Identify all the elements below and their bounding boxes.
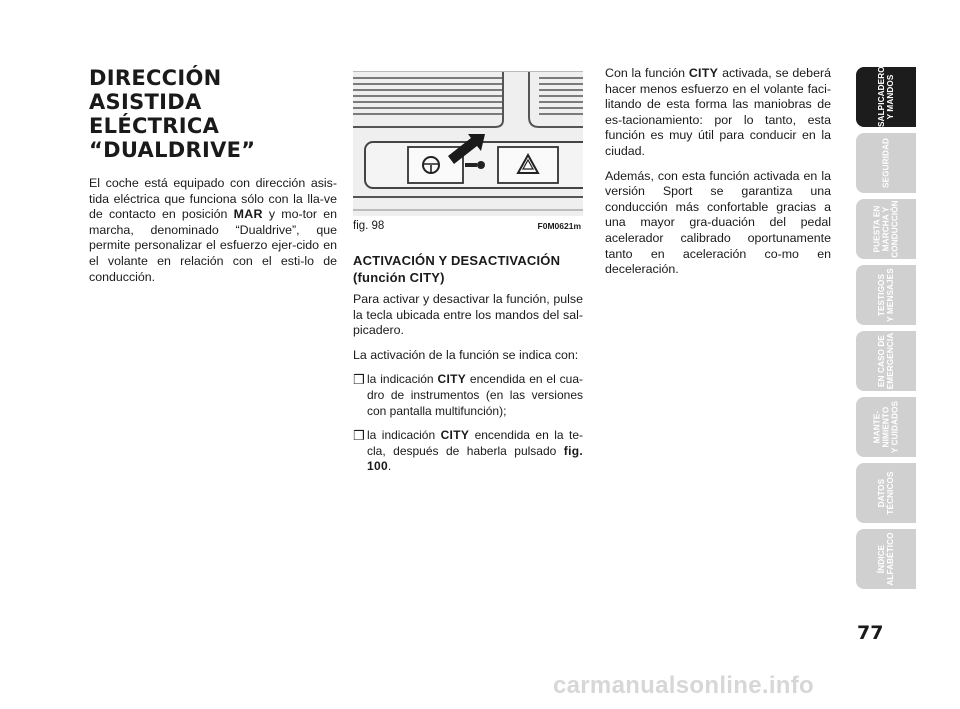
watermark: carmanualsonline.info — [553, 672, 815, 699]
tab-datos-tecnicos[interactable]: DATOS TÉCNICOS — [856, 463, 916, 523]
tab-testigos[interactable]: TESTIGOS Y MENSAJES — [856, 265, 916, 325]
left-column — [89, 66, 337, 294]
checkbox-bullet-icon: ❒ — [353, 372, 365, 388]
tab-mantenimiento[interactable]: MANTE- NIMIENTO Y CUIDADOS — [856, 397, 916, 457]
tab-puesta-en-marcha[interactable]: PUESTA EN MARCHA Y CONDUCCIÓN — [856, 199, 916, 259]
chapter-tabs — [856, 67, 916, 595]
tab-emergencia[interactable]: EN CASO DE EMERGENCIA — [856, 331, 916, 391]
indication-paragraph: La activación de la función se indica con: — [353, 347, 579, 362]
list-item: ❒ la indicación CITY encendida en la te-cla, después de haberla pulsado fig. 100. — [353, 428, 583, 474]
checkbox-bullet-icon: ❒ — [353, 428, 365, 444]
air-vent-right — [529, 72, 583, 127]
middle-column — [353, 252, 583, 484]
right-column — [605, 66, 831, 287]
dashboard-illustration — [353, 71, 583, 216]
city-function-paragraph: Con la función CITY activada, se deberá hacer menos esfuerzo en el volante faci-litando de esta forma las maniobras de es-tacionamiento: por lo tanto, esta función es muy útil para conducir en la ciudad. — [605, 66, 831, 158]
activation-heading: ACTIVACIÓN Y DESACTIVACIÓN (función CITY) — [353, 253, 561, 285]
list-item: ❒ la indicación CITY encendida en el cua-dro de instrumentos (en las versiones con pantalla multifunción); — [353, 372, 583, 418]
page-number: 77 — [857, 622, 884, 644]
sport-version-paragraph: Además, con esta función activada en la versión Sport se garantiza una conducción más confortable gracias a una mayor gra-duación del pedal acelerador calibrado oportunamente tanto en aceleración co-mo en deceleración. — [605, 168, 831, 277]
figure-caption: fig. 98 — [353, 220, 385, 232]
section-title: DIRECCIÓN ASISTIDA ELÉCTRICA “DUALDRIVE” — [89, 66, 256, 162]
activation-paragraph: Para activar y desactivar la función, pulse la tecla ubicada entre los mandos del sal-picadero. — [353, 292, 583, 338]
figure-code: F0M0621m — [537, 221, 581, 231]
tab-indice[interactable]: ÍNDICE ALFABÉTICO — [856, 529, 916, 589]
hazard-button — [498, 147, 558, 183]
intro-paragraph: El coche está equipado con dirección asis-tida eléctrica que funciona sólo con la lla-ve de contacto en posición MAR y mo-tor en marcha, denominado “Dualdrive”, que permite personalizar el esfuerzo ejer-cido en el volante en relación con el esti-lo de conducción. — [89, 176, 338, 284]
figure-98 — [353, 71, 583, 233]
tab-seguridad[interactable]: SEGURIDAD — [856, 133, 916, 193]
air-vent-left — [353, 72, 503, 127]
dashboard-drawing — [353, 72, 583, 216]
tab-salpicadero[interactable]: SALPICADERO Y MANDOS — [856, 67, 916, 127]
